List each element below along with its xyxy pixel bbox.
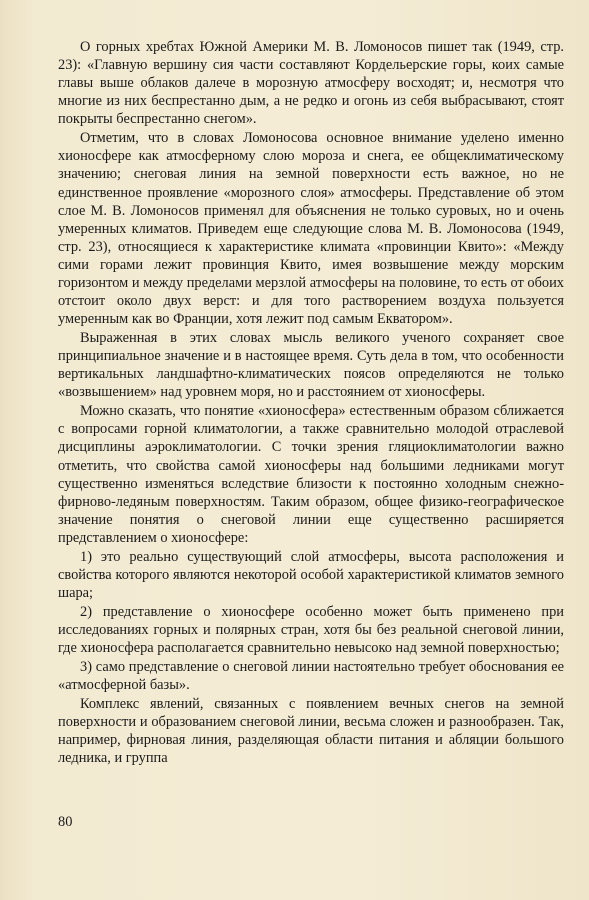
paragraph-complex: Комплекс явлений, связанных с появлением вечных снегов на земной поверхности и образованием снеговой линии, весьма сложен и разнообразен. Так, например, фирновая линия, разделяющая области питания и абляции большого ледника, и группа bbox=[58, 695, 564, 767]
paragraph-significance: Выраженная в этих словах мысль великого ученого сохраняет свое принципиальное значение и в настоящее время. Суть дела в том, что особенности вертикальных ландшафтно-климатических поясов определяются не только «возвышением» над уровнем моря, но и расстоянием от хионосферы. bbox=[58, 330, 564, 401]
paragraph-lomonosov-quote: О горных хребтах Южной Америки М. В. Ломоносов пишет так (1949, стр. 23): «Главную вершину сия части составляют Кордельерские горы, коих самые главы выше облаков далече в морозную атмосферу восходят; и, несмотря что многие из них беспрестанно дым, а не редко и огонь из себя выбрасывают, стоят покрыты беспрестанно снегом». bbox=[58, 39, 564, 128]
list-item-2: 2) представление о хионосфере особенно может быть применено при исследованиях горных и полярных стран, хотя бы без реальной снеговой линии, где хионосфера располагается сравнительно невысоко над земной поверхностью; bbox=[58, 603, 564, 657]
list-item-1: 1) это реально существующий слой атмосферы, высота расположения и свойства которого являются некоторой особой характеристикой климатов земного шара; bbox=[58, 548, 564, 601]
list-item-3: 3) само представление о снеговой линии настоятельно требует обоснования ее «атмосферной базы». bbox=[58, 658, 564, 694]
paragraph-climatology: Можно сказать, что понятие «хионосфера» естественным образом сближается с вопросами горной климатологии, а также сравнительно молодой отраслевой дисциплины аэроклиматологии. С точки зрения гляциоклиматологии важно отметить, что свойства самой хионосферы над большими ледниками могут существенно изменяться вследствие близости к постоянно холодным снежно-фирново-ледяным поверхностям. Таким образом, общее физико-географическое значение понятия о снеговой линии еще существенно расширяется представлением о хионосфере: bbox=[58, 403, 564, 546]
page-text bbox=[58, 38, 564, 768]
page-number: 80 bbox=[58, 814, 73, 830]
paragraph-chionosphere: Отметим, что в словах Ломоносова основное внимание уделено именно хионосфере как атмосферному слою мороза и снега, ее общеклиматическому значению; снеговая линия на земной поверхности есть важное, но не единственное проявление «морозного слоя» атмосферы. Представление об этом слое М. В. Ломоносов применял для объяснения не только суровых, но и очень умеренных климатов. Приведем еще следующие слова М. В. Ломоносова (1949, стр. 23), относящиеся к характеристике климата «провинции Квито»: «Между сими горами лежит провинция Квито, имея возвышение между морским горизонтом и между пределами мерзлой атмосферы на половине, то есть от обоих отстоит около двух верст: и для того растворением воздуха пользуется умеренным как во Франции, хотя лежит под самым Екватором». bbox=[58, 130, 564, 328]
